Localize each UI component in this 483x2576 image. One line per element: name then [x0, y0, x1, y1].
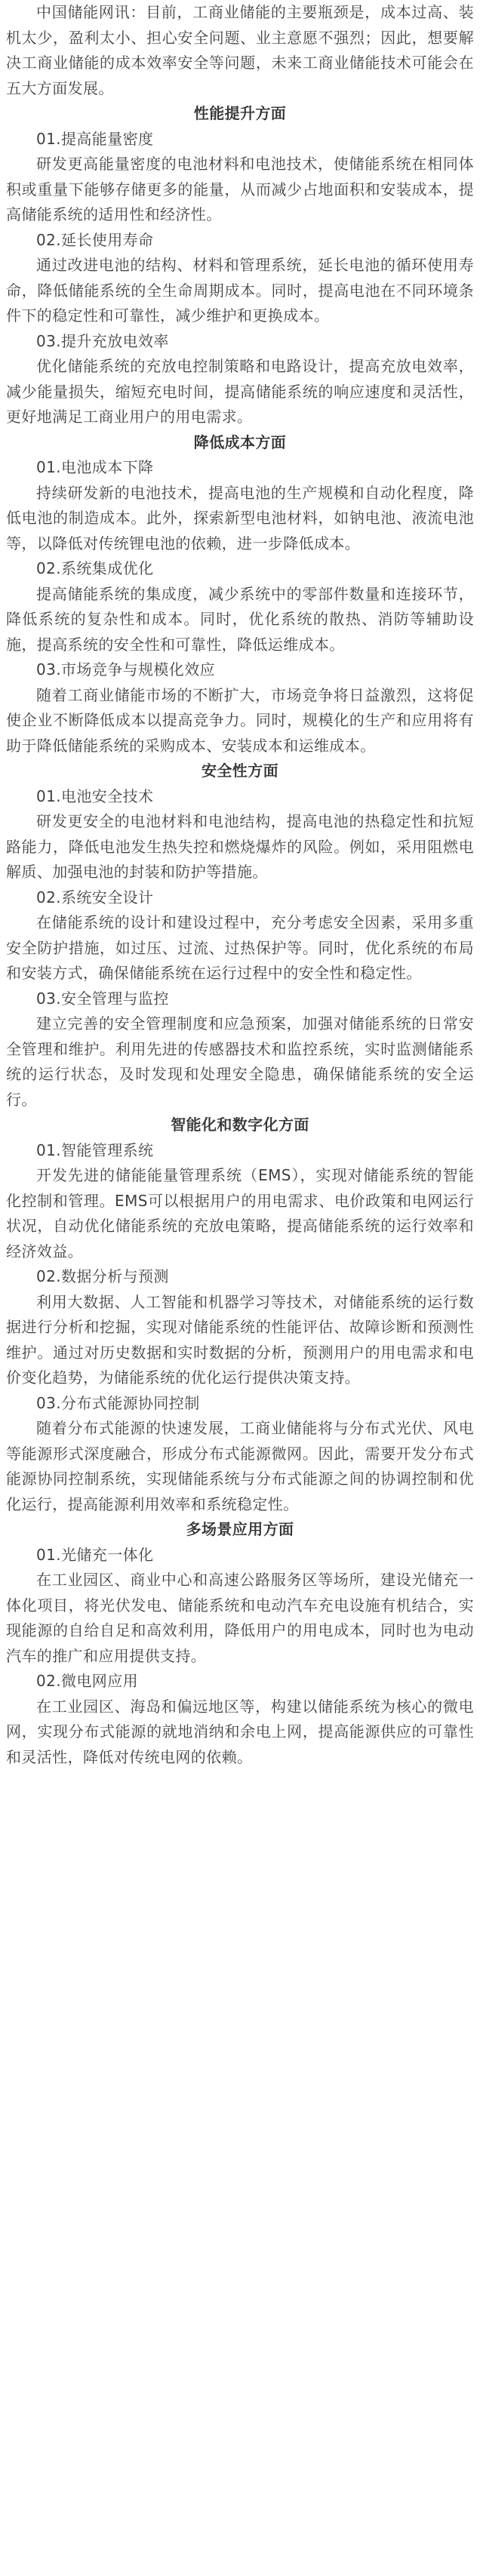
- section-heading-safety: 安全性方面: [202, 762, 278, 780]
- item-body: 通过改进电池的结构、材料和管理系统，延长电池的循环使用寿命，降低储能系统的全生命周期成本。同时，提高电池在不同环境条件下的稳定性和可靠性，减少维护和更换成本。: [6, 256, 474, 325]
- item-title: 03.提升充放电效率: [36, 331, 169, 350]
- item-title: 02.系统安全设计: [36, 888, 154, 906]
- item-title: 01.提高能量密度: [36, 129, 154, 148]
- item-title: 01.智能管理系统: [36, 1140, 154, 1159]
- intro-paragraph: 中国储能网讯：目前，工商业储能的主要瓶颈是，成本过高、装机太少，盈利太小、担心安全问题、业主意愿不强烈；因此，想要解决工商业储能的成本效率安全等问题，未来工商业储能技术可能会在五大方面发展。: [6, 3, 474, 97]
- item-body: 优化储能系统的充放电控制策略和电路设计，提高充放电效率，减少能量损失，缩短充电时间，提高储能系统的响应速度和灵活性，更好地满足工商业用户的用电需求。: [6, 357, 474, 426]
- section-heading-performance: 性能提升方面: [193, 104, 287, 122]
- item-body: 建立完善的安全管理制度和应急预案，加强对储能系统的日常安全管理和维护。利用先进的传感器技术和监控系统，实时监测储能系统的运行状态，及时发现和处理安全隐患，确保储能系统的安全运行。: [6, 1014, 474, 1109]
- item-title: 02.延长使用寿命: [36, 230, 154, 249]
- item-body: 在工业园区、商业中心和高速公路服务区等场所，建设光储充一体化项目，将光伏发电、储能系统和电动汽车充电设施有机结合，实现能源的自给自足和高效利用，降低用户的用电成本，同时也为电动汽车的推广和应用提供支持。: [6, 1571, 474, 1665]
- item-body: 提高储能系统的集成度，减少系统中的零部件数量和连接环节，降低系统的复杂性和成本。同时，优化系统的散热、消防等辅助设施，提高系统的安全性和可靠性，降低运维成本。: [6, 584, 474, 654]
- item-body: 随着分布式能源的快速发展，工商业储能将与分布式光伏、风电等能源形式深度融合，形成分布式能源微网。因此，需要开发分布式能源协同控制系统，实现储能系统与分布式能源之间的协调控制和优化运行，提高能源利用效率和系统稳定性。: [6, 1419, 474, 1513]
- item-body: 研发更高能量密度的电池材料和电池技术，使储能系统在相同体积或重量下能够存储更多的能量，从而减少占地面积和安装成本，提高储能系统的适用性和经济性。: [6, 155, 474, 223]
- item-title: 03.市场竞争与规模化效应: [36, 660, 216, 679]
- item-title: 02.微电网应用: [36, 1672, 139, 1690]
- item-body: 利用大数据、人工智能和机器学习等技术，对储能系统的运行数据进行分析和挖掘，实现对储能系统的性能评估、故障诊断和预测性维护。通过对历史数据和实时数据的分析，预测用户的用电需求和电价变化趋势，为储能系统的优化运行提供决策支持。: [6, 1292, 474, 1386]
- item-title: 01.光储充一体化: [36, 1545, 154, 1564]
- section-heading-digital: 智能化和数字化方面: [171, 1116, 309, 1134]
- item-title: 01.电池安全技术: [36, 786, 154, 805]
- item-body: 在储能系统的设计和建设过程中，充分考虑安全因素，采用多重安全防护措施，如过压、过流、过热保护等。同时，优化系统的布局和安装方式，确保储能系统在运行过程中的安全性和稳定性。: [6, 913, 474, 982]
- item-title: 02.数据分析与预测: [36, 1267, 169, 1285]
- item-title: 03.安全管理与监控: [36, 989, 169, 1008]
- section-heading-cost: 降低成本方面: [193, 432, 287, 451]
- item-title: 02.系统集成优化: [36, 559, 154, 577]
- item-body: 研发更安全的电池材料和电池结构，提高电池的热稳定性和抗短路能力，降低电池发生热失控和燃烧爆炸的风险。例如，采用阻燃电解质、加强电池的封装和防护等措施。: [6, 812, 474, 881]
- item-body: 随着工商业储能市场的不断扩大，市场竞争将日益激烈，这将促使企业不断降低成本以提高竞争力。同时，规模化的生产和应用将有助于降低储能系统的采购成本、安装成本和运维成本。: [6, 685, 474, 755]
- section-heading-scenarios: 多场景应用方面: [186, 1520, 294, 1538]
- item-title: 01.电池成本下降: [36, 458, 154, 476]
- item-body: 持续研发新的电池技术，提高电池的生产规模和自动化程度，降低电池的制造成本。此外，探索新型电池材料，如钠电池、液流电池等，以降低对传统锂电池的依赖，进一步降低成本。: [6, 483, 474, 552]
- item-body: 开发先进的储能能量管理系统（EMS），实现对储能系统的智能化控制和管理。EMS可以根据用户的用电需求、电价政策和电网运行状况，自动优化储能系统的充放电策略，提高储能系统的运行效率和经济效益。: [6, 1166, 474, 1260]
- item-body: 在工业园区、海岛和偏远地区等，构建以储能系统为核心的微电网，实现分布式能源的就地消纳和余电上网，提高能源供应的可靠性和灵活性，降低对传统电网的依赖。: [6, 1697, 474, 1766]
- item-title: 03.分布式能源协同控制: [36, 1393, 200, 1412]
